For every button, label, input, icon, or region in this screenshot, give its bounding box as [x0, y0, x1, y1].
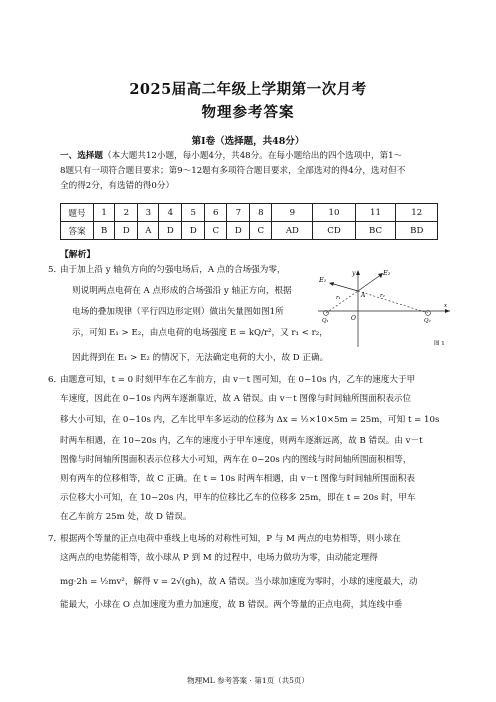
q6-line-4: 时两车相遇，在 10~20s 内，乙车的速度小于甲车速度，则两车逐渐远离，故 B 错误。由 v－t — [60, 436, 423, 446]
table-cell: D — [182, 222, 205, 240]
section-label: 一、选择题 — [60, 151, 103, 161]
q6-line-7: 示位移大小可知，在 10~20s 内，甲车的位移比乙车的位移多 25m，即在 t = 20s 时，甲车 — [60, 493, 416, 503]
table-row-numbers — [61, 204, 438, 222]
vector-diagram — [318, 269, 450, 349]
table-cell: C — [250, 222, 272, 240]
table-cell: 12 — [396, 204, 438, 222]
q7-line-1: 根据两个等量的正点电荷中垂线上电场的对称性可知，P 与 M 两点的电势相等，则小球在 — [60, 534, 401, 544]
label-x: x — [444, 303, 448, 309]
label-q2: Q₂ — [424, 318, 431, 324]
e1-vector — [330, 283, 358, 291]
table-cell: 10 — [313, 204, 355, 222]
table-cell: 5 — [182, 204, 205, 222]
exam-title: 2025届高二年级上学期第一次月考 — [129, 81, 367, 98]
label-a: A — [361, 292, 366, 299]
table-cell: 1 — [94, 204, 115, 222]
q5-line-3: 电场的叠加规律（平行四边形定则）做出矢量图如图1所 — [72, 307, 284, 317]
page-footer: 物理ML 参考答案 · 第1页（共5页） — [187, 676, 309, 685]
r2-line — [358, 291, 428, 313]
table-cell: 3 — [138, 204, 159, 222]
q7-line-3: mg·2h = ½mv²，解得 v = 2√(gh)，故 A 错误。当小球加速度为零时，小球的速度最大，动 — [60, 577, 418, 587]
label-r2: r₂ — [380, 293, 385, 299]
q5-line-4: 示，可知 E₁ > E₂，由点电荷的电场强度 E = kQ/r²，又 r₁ < r₂， — [72, 328, 328, 338]
label-r1: r₁ — [336, 295, 341, 301]
r1-line — [326, 291, 358, 313]
section-text-3: 全的得2分，有选错的得0分） — [60, 181, 175, 191]
q6-line-6: 则有两车的位移相等，故 C 正确。在 t = 10s 时两车相遇，由 v－t 图像与时间轴所围面积表 — [60, 474, 415, 484]
question-number: 6． — [48, 375, 63, 385]
q5-line-1: 由于加上沿 y 轴负方向的匀强电场后，A 点的合场强为零， — [60, 265, 286, 275]
question-number: 7． — [48, 534, 63, 544]
part-title: 第Ⅰ卷（选择题，共48分） — [191, 136, 305, 147]
q7-line-4: 能最大，小球在 O 点加速度为重力加速度，故 B 错误。两个等量的正点电荷，其连线中垂 — [60, 600, 403, 610]
table-cell: D — [115, 222, 138, 240]
label-e2: E₂ — [383, 269, 391, 277]
y-axis-arrow — [356, 270, 360, 275]
section-instructions — [60, 149, 448, 194]
table-cell: BD — [396, 222, 438, 240]
q5-line-5: 因此得到在 E₁ > E₂ 的情况下，无法确定电荷的大小，故 D 正确。 — [72, 353, 329, 363]
question-7 — [48, 532, 448, 652]
q7-line-2: 这两点的电势能相等，故小球从 P 到 M 的过程中，电场力做功为零，由动能定理得 — [60, 553, 378, 563]
table-cell: 6 — [205, 204, 227, 222]
table-cell: C — [205, 222, 227, 240]
table-cell: B — [94, 222, 115, 240]
q6-line-2: 车速度，因此在 0~10s 内两车逐渐靠近，故 A 错误。由 v－t 图像与时间轴所围面积表示位 — [60, 394, 412, 404]
e1-arrow — [329, 282, 334, 286]
table-cell: D — [227, 222, 250, 240]
question-number: 5． — [48, 265, 63, 275]
table-cell: 4 — [159, 204, 182, 222]
table-cell: CD — [313, 222, 355, 240]
row-label-number: 题号 — [61, 204, 94, 222]
q5-line-2: 则说明两点电荷在 A 点形成的合场强沿 y 轴正方向，根据 — [72, 286, 292, 296]
section-text-1: （本大题共12小题，每小题4分，共48分。在每小题给出的四个选项中，第1～ — [102, 151, 403, 161]
e2-vector — [358, 274, 382, 291]
table-cell: 11 — [355, 204, 396, 222]
q6-line-3: 移大小可知，在 0~10s 内，乙车比甲车多运动的位移为 Δx = ½×10×5m = 25m，可知 t = 10s — [60, 415, 440, 425]
row-label-answer: 答案 — [61, 222, 94, 240]
table-cell: 8 — [250, 204, 272, 222]
q6-line-8: 在乙车前方 25m 处，故 D 错误。 — [60, 512, 192, 522]
table-cell: D — [159, 222, 182, 240]
table-cell: AD — [272, 222, 313, 240]
analysis-label: 【解析】 — [60, 250, 96, 260]
label-y: y — [352, 270, 356, 277]
label-e1: E₁ — [319, 276, 327, 284]
table-cell: BC — [355, 222, 396, 240]
table-cell: 2 — [115, 204, 138, 222]
table-cell: 7 — [227, 204, 250, 222]
q6-line-5: 图像与时间轴所围面积表示位移大小可知，两车在 0~20s 内的图线与时间轴所围面积相等， — [60, 455, 412, 465]
table-cell: 9 — [272, 204, 313, 222]
label-o: O — [351, 315, 356, 322]
q6-line-1: 由题意可知，t = 0 时刻甲车在乙车前方，由 v－t 图可知，在 0~10s 内，乙车的速度大于甲 — [60, 375, 416, 385]
table-row-answers — [61, 222, 438, 240]
x-axis-arrow — [445, 309, 450, 313]
answer-table — [60, 203, 438, 240]
section-text-2: 8题只有一项符合题目要求；第9～12题有多项符合题目要求，全部选对的得4分，选对但不 — [60, 166, 406, 176]
figure-caption: 图 1 — [434, 341, 445, 347]
table-cell: A — [138, 222, 159, 240]
label-q1: Q₁ — [322, 318, 329, 324]
exam-subtitle: 物理参考答案 — [201, 104, 295, 121]
question-6 — [48, 373, 448, 528]
